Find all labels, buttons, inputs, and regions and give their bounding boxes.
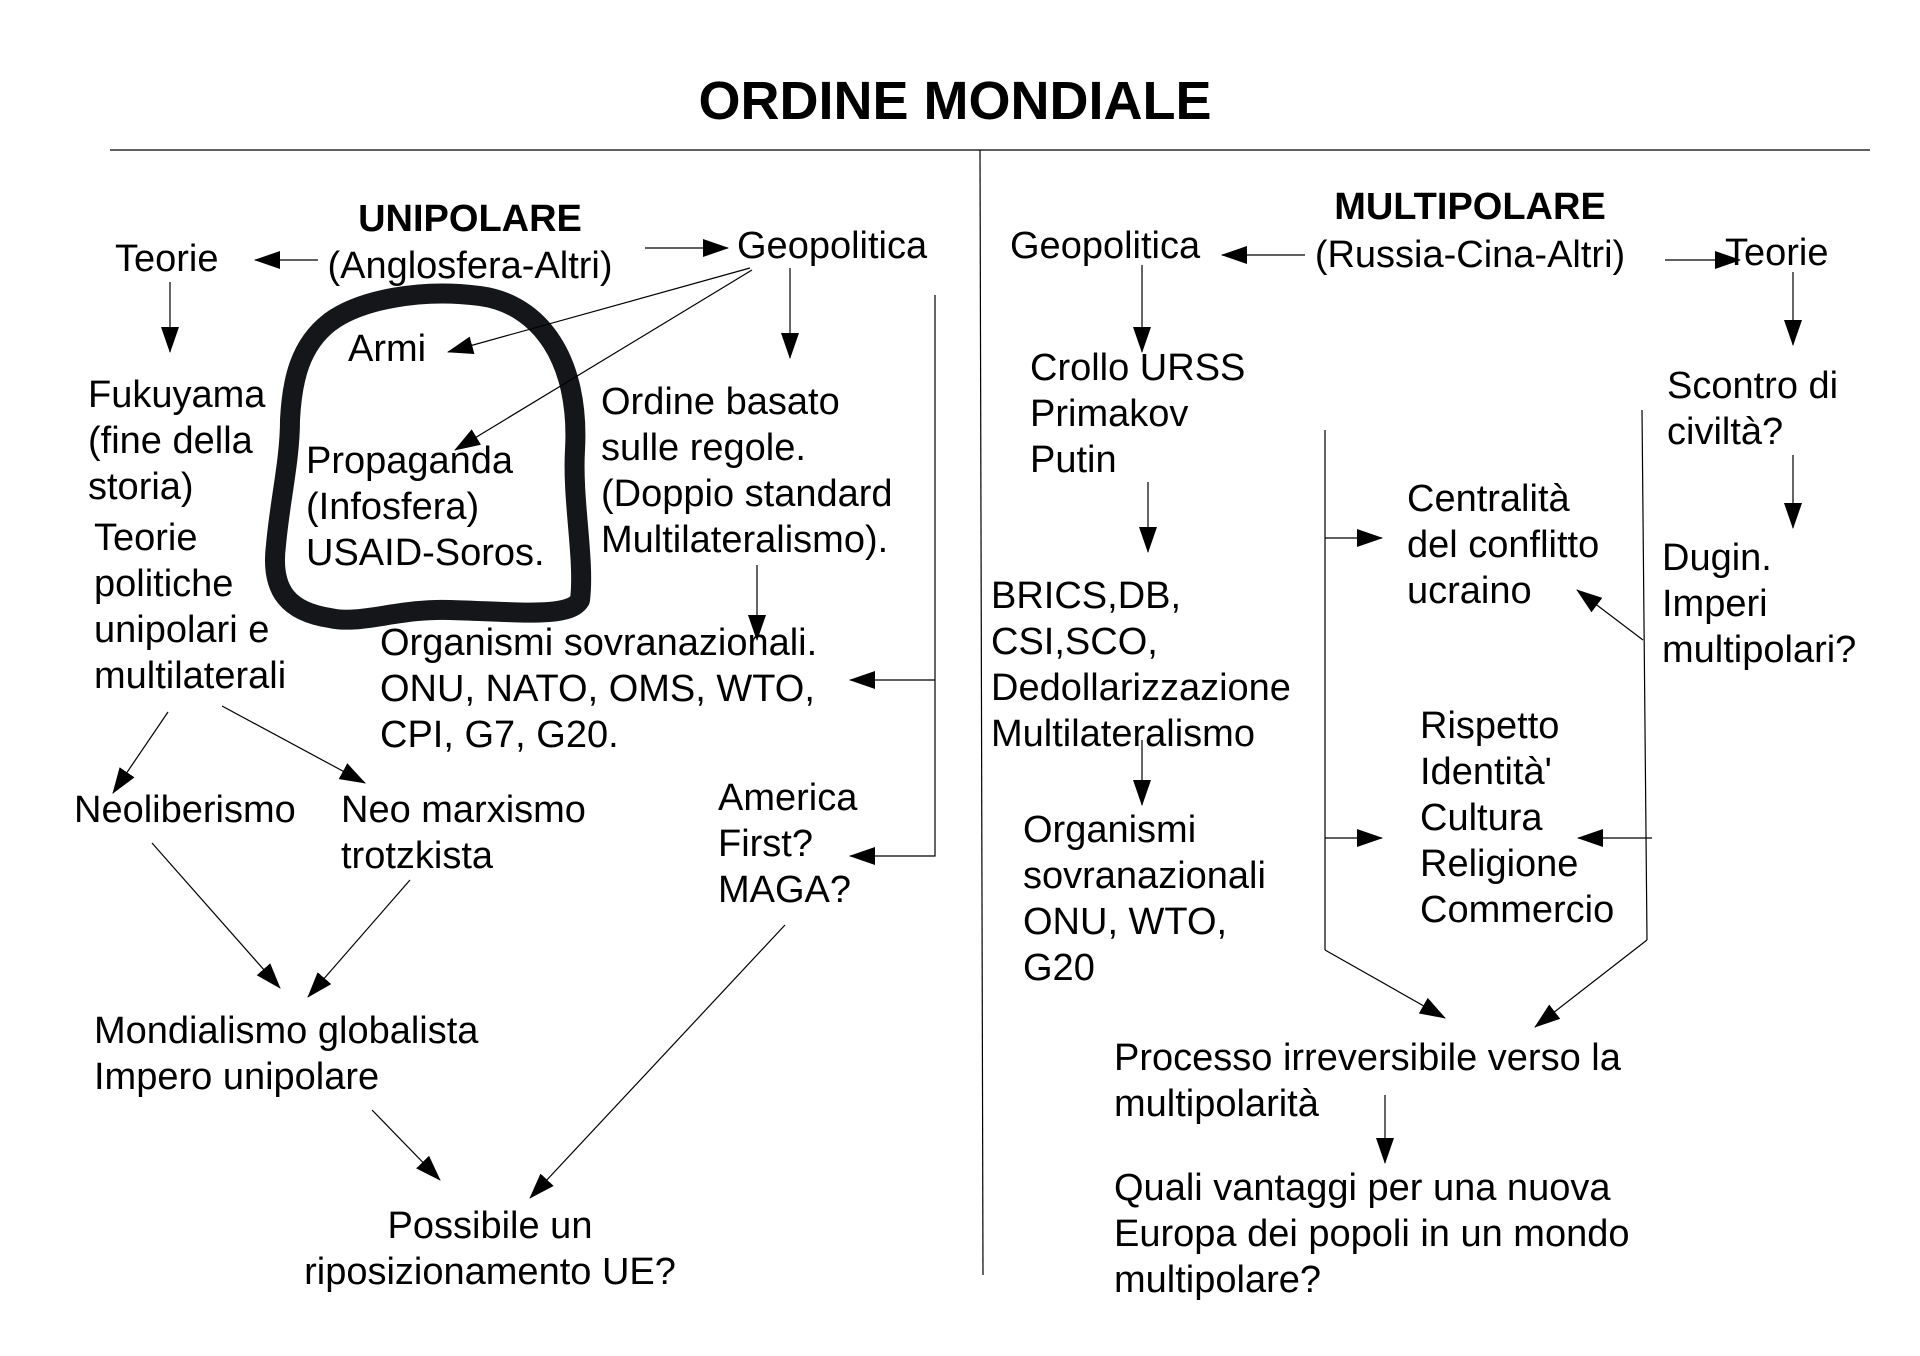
- bracket-right-multipolare: [1642, 410, 1647, 940]
- unipolare-teorie: Teorie: [115, 238, 219, 280]
- centralita-text: Centralità del conflitto ucraino: [1407, 478, 1600, 612]
- arrow-neoliberismo-mondialismo: [152, 843, 280, 988]
- multipolare-subheading: (Russia-Cina-Altri): [1314, 234, 1626, 276]
- propaganda-text: Propaganda (Infosfera) USAID-Soros.: [306, 440, 545, 574]
- america-first-text: America First? MAGA?: [718, 777, 858, 911]
- scontro-civilta-text: Scontro di civiltà?: [1667, 365, 1839, 453]
- arrow-bracket-right-processo: [1535, 940, 1647, 1027]
- crollo-urss-text: Crollo URSS Primakov Putin: [1030, 347, 1246, 481]
- arrow-america-riposizionamento: [530, 925, 785, 1198]
- processo-text: Processo irreversibile verso la multipolarità: [1114, 1037, 1621, 1125]
- organismi-sovranazionali-right: Organismi sovranazionali ONU, WTO, G20: [1023, 809, 1266, 989]
- rispetto-text: Rispetto Identità' Cultura Religione Commercio: [1420, 705, 1615, 931]
- ordine-regole-text: Ordine basato sulle regole. (Doppio standard Multilateralismo).: [601, 381, 893, 561]
- multipolare-teorie: Teorie: [1725, 232, 1829, 274]
- arrow-teorie-politiche-neoliberismo: [113, 712, 168, 793]
- mondialismo-text: Mondialismo globalista Impero unipolare: [94, 1010, 479, 1098]
- page-title: ORDINE MONDIALE: [698, 71, 1212, 131]
- unipolare-heading: UNIPOLARE: [358, 198, 582, 240]
- arrow-neomarxismo-mondialismo: [308, 880, 410, 997]
- teorie-politiche-text: Teorie politiche unipolari e multilaterali: [94, 517, 287, 697]
- neoliberismo-text: Neoliberismo: [74, 789, 296, 831]
- organismi-sovranazionali-left: Organismi sovranazionali. ONU, NATO, OMS, WTO, CPI, G7, G20.: [380, 622, 818, 756]
- armi-text: Armi: [348, 328, 427, 370]
- vantaggi-text: Quali vantaggi per una nuova Europa dei popoli in un mondo multipolare?: [1114, 1167, 1630, 1301]
- riposizionamento-text: Possibile un riposizionamento UE?: [304, 1205, 676, 1293]
- arrow-teorie-politiche-neomarxismo: [222, 706, 365, 783]
- multipolare-heading: MULTIPOLARE: [1334, 186, 1606, 228]
- arrow-bracket-left-processo: [1325, 950, 1445, 1018]
- brics-text: BRICS,DB, CSI,SCO, Dedollarizzazione Multilateralismo: [991, 575, 1291, 755]
- unipolare-geopolitica: Geopolitica: [737, 225, 928, 267]
- center-divider-line: [980, 150, 983, 1275]
- arrow-mondialismo-riposizionamento: [372, 1110, 440, 1180]
- unipolare-subheading: (Anglosfera-Altri): [327, 245, 613, 287]
- multipolare-geopolitica: Geopolitica: [1010, 225, 1201, 267]
- fukuyama-text: Fukuyama (fine della storia): [88, 374, 266, 508]
- neo-marxismo-text: Neo marxismo trotzkista: [341, 789, 586, 877]
- dugin-text: Dugin. Imperi multipolari?: [1662, 537, 1857, 671]
